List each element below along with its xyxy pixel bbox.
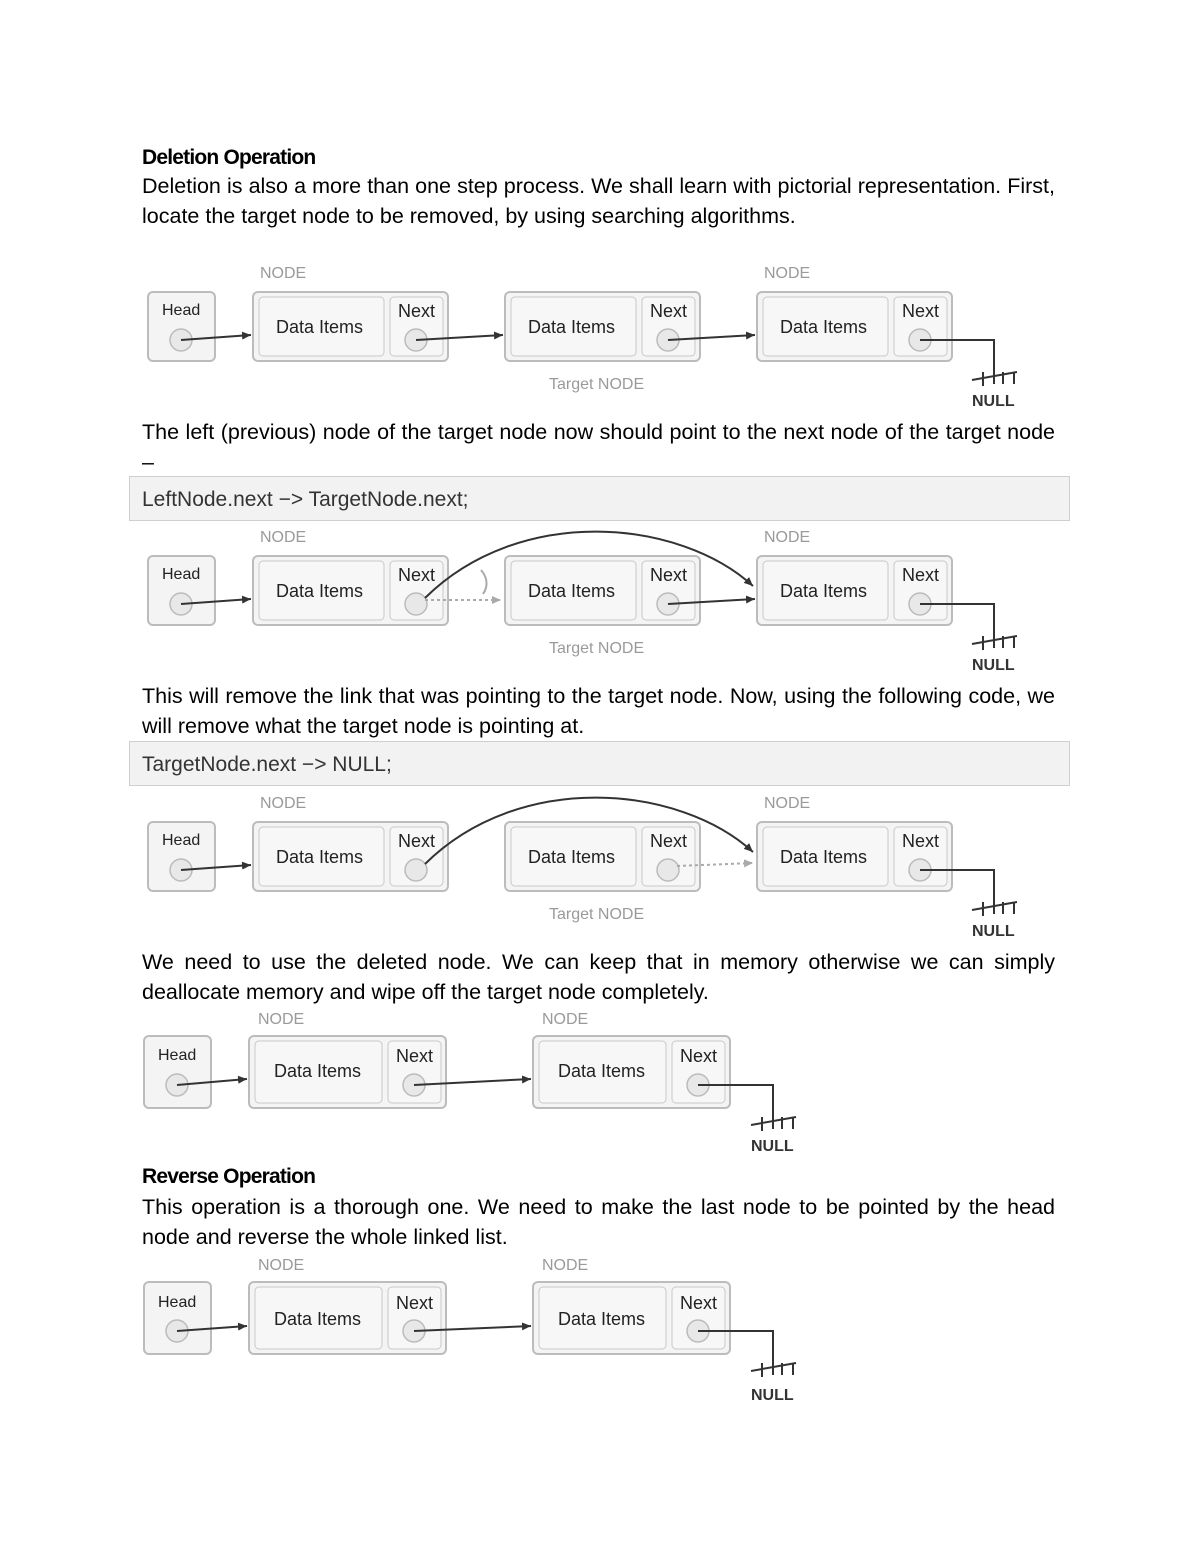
null-label: NULL	[751, 1138, 794, 1155]
code-block-2: TargetNode.next −> NULL;	[129, 741, 1070, 786]
node-2-target	[505, 292, 700, 361]
node-3	[757, 292, 952, 361]
head-label: Head	[158, 1294, 197, 1311]
null-label: NULL	[972, 657, 1015, 674]
node-label: NODE	[260, 795, 307, 812]
node-label: NODE	[764, 265, 811, 282]
node-1	[253, 292, 448, 361]
data-items-label: Data Items	[780, 847, 868, 867]
node-label: NODE	[764, 795, 811, 812]
next-label: Next	[650, 565, 688, 585]
diagram-reverse	[0, 1250, 1200, 1404]
node-2	[533, 1036, 730, 1108]
break-mark	[481, 570, 487, 594]
head-box	[148, 292, 215, 361]
null-label: NULL	[972, 393, 1015, 410]
reverse-heading: Reverse Operation	[142, 1165, 316, 1188]
head-label: Head	[162, 566, 201, 583]
diagram-locate-target	[0, 260, 1200, 410]
step2-text: This will remove the link that was pointing to the target node. Now, using the following code, we will remove what the target node is pointing at.	[142, 684, 1055, 738]
data-items-label: Data Items	[528, 581, 616, 601]
next-label: Next	[650, 831, 688, 851]
null-label: NULL	[972, 923, 1015, 940]
data-items-label: Data Items	[780, 581, 868, 601]
head-label: Head	[162, 832, 201, 849]
data-items-label: Data Items	[528, 847, 616, 867]
data-items-label: Data Items	[558, 1061, 646, 1081]
head-label: Head	[158, 1047, 197, 1064]
next-label: Next	[398, 565, 436, 585]
next-label: Next	[396, 1293, 434, 1313]
node-1	[249, 1282, 446, 1354]
node-1	[253, 556, 448, 625]
code-block-1: LeftNode.next −> TargetNode.next;	[129, 476, 1070, 521]
step1-text: The left (previous) node of the target node now should point to the next node of the target node –	[142, 420, 1055, 474]
node-2-target	[505, 556, 700, 625]
next-label: Next	[398, 301, 436, 321]
data-items-label: Data Items	[276, 581, 364, 601]
next-label: Next	[396, 1046, 434, 1066]
target-node-label: Target NODE	[549, 906, 645, 923]
next-label: Next	[680, 1046, 718, 1066]
data-items-label: Data Items	[276, 317, 364, 337]
node-label: NODE	[542, 1011, 589, 1028]
diagram-after-deletion	[0, 1004, 1200, 1154]
head-box	[144, 1282, 211, 1354]
next-label: Next	[680, 1293, 718, 1313]
head-box	[144, 1036, 211, 1108]
reverse-intro: This operation is a thorough one. We need to make the last node to be pointed by the head node and reverse the whole linked list.	[142, 1195, 1055, 1249]
deletion-heading: Deletion Operation	[142, 146, 316, 169]
node-label: NODE	[260, 529, 307, 546]
data-items-label: Data Items	[780, 317, 868, 337]
deletion-intro: Deletion is also a more than one step process. We shall learn with pictorial representation. First, locate the target node to be removed, by using searching algorithms.	[142, 174, 1055, 228]
node-1	[253, 822, 448, 891]
target-node-label: Target NODE	[549, 640, 645, 657]
next-label: Next	[902, 301, 940, 321]
node-2-target	[505, 822, 700, 891]
data-items-label: Data Items	[274, 1309, 362, 1329]
node-label: NODE	[258, 1257, 305, 1274]
diagram-relink-left	[0, 524, 1200, 674]
head-box	[148, 822, 215, 891]
target-node-label: Target NODE	[549, 376, 645, 393]
node-1	[249, 1036, 446, 1108]
head-box	[148, 556, 215, 625]
data-items-label: Data Items	[274, 1061, 362, 1081]
head-label: Head	[162, 302, 201, 319]
node-2	[533, 1282, 730, 1354]
node-3	[757, 822, 952, 891]
diagram-detach-target	[0, 790, 1200, 940]
node-label: NODE	[764, 529, 811, 546]
next-label: Next	[398, 831, 436, 851]
next-label: Next	[902, 831, 940, 851]
data-items-label: Data Items	[528, 317, 616, 337]
step3-text: We need to use the deleted node. We can keep that in memory otherwise we can simply deallocate memory and wipe off the target node completely.	[142, 950, 1055, 1004]
data-items-label: Data Items	[276, 847, 364, 867]
next-label: Next	[902, 565, 940, 585]
data-items-label: Data Items	[558, 1309, 646, 1329]
node-label: NODE	[260, 265, 307, 282]
node-label: NODE	[542, 1257, 589, 1274]
next-label: Next	[650, 301, 688, 321]
node-3	[757, 556, 952, 625]
node-label: NODE	[258, 1011, 305, 1028]
null-label: NULL	[751, 1387, 794, 1404]
